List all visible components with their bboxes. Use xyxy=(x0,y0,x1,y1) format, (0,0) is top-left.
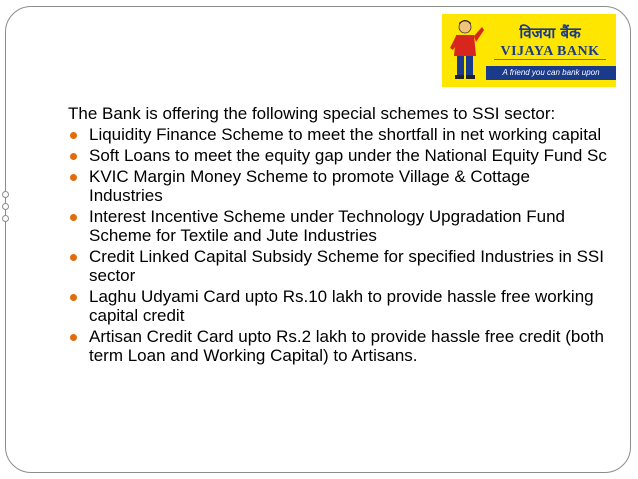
intro-text: The Bank is offering the following special schemes to SSI sector: xyxy=(68,104,556,123)
list-item xyxy=(68,146,608,165)
bullet-dot-icon xyxy=(70,153,77,160)
bullet-dot-icon xyxy=(70,334,77,341)
list-item-text: Interest Incentive Scheme under Technology Upgradation Fund Scheme for Textile and Jute Industries xyxy=(89,207,565,245)
bullet-dot-icon xyxy=(70,174,77,181)
list-item xyxy=(68,327,608,365)
list-item-text: KVIC Margin Money Scheme to promote Village & Cottage Industries xyxy=(89,167,530,205)
logo-hindi-name: विजया बैंक xyxy=(519,24,581,42)
bullet-dot-icon xyxy=(70,254,77,261)
frame-dot xyxy=(2,191,9,198)
logo-divider xyxy=(494,59,606,64)
vijaya-bank-logo xyxy=(442,14,616,87)
slide-content xyxy=(68,104,608,367)
bullet-dot-icon xyxy=(70,214,77,221)
list-item xyxy=(68,287,608,325)
list-item-text: Laghu Udyami Card upto Rs.10 lakh to provide hassle free working capital credit xyxy=(89,287,594,325)
logo-bank-name: VIJAYA BANK xyxy=(500,44,600,59)
person-mascot-icon xyxy=(445,18,487,82)
list-item-text: Artisan Credit Card upto Rs.2 lakh to provide hassle free credit (both term Loan and Working Capital) to Artisans. xyxy=(89,327,604,365)
logo-tagline: A friend you can bank upon xyxy=(486,66,616,80)
list-item-text: Credit Linked Capital Subsidy Scheme for specified Industries in SSI sector xyxy=(89,247,604,285)
bullet-dot-icon xyxy=(70,294,77,301)
list-item-text: Soft Loans to meet the equity gap under the National Equity Fund Sc xyxy=(89,146,607,165)
scheme-list xyxy=(68,125,608,365)
list-item xyxy=(68,247,608,285)
bullet-dot-icon xyxy=(70,132,77,139)
frame-dot xyxy=(2,215,9,222)
list-item-text: Liquidity Finance Scheme to meet the shortfall in net working capital xyxy=(89,125,602,144)
frame-dot xyxy=(2,203,9,210)
list-item xyxy=(68,167,608,205)
list-item xyxy=(68,207,608,245)
list-item xyxy=(68,125,608,144)
